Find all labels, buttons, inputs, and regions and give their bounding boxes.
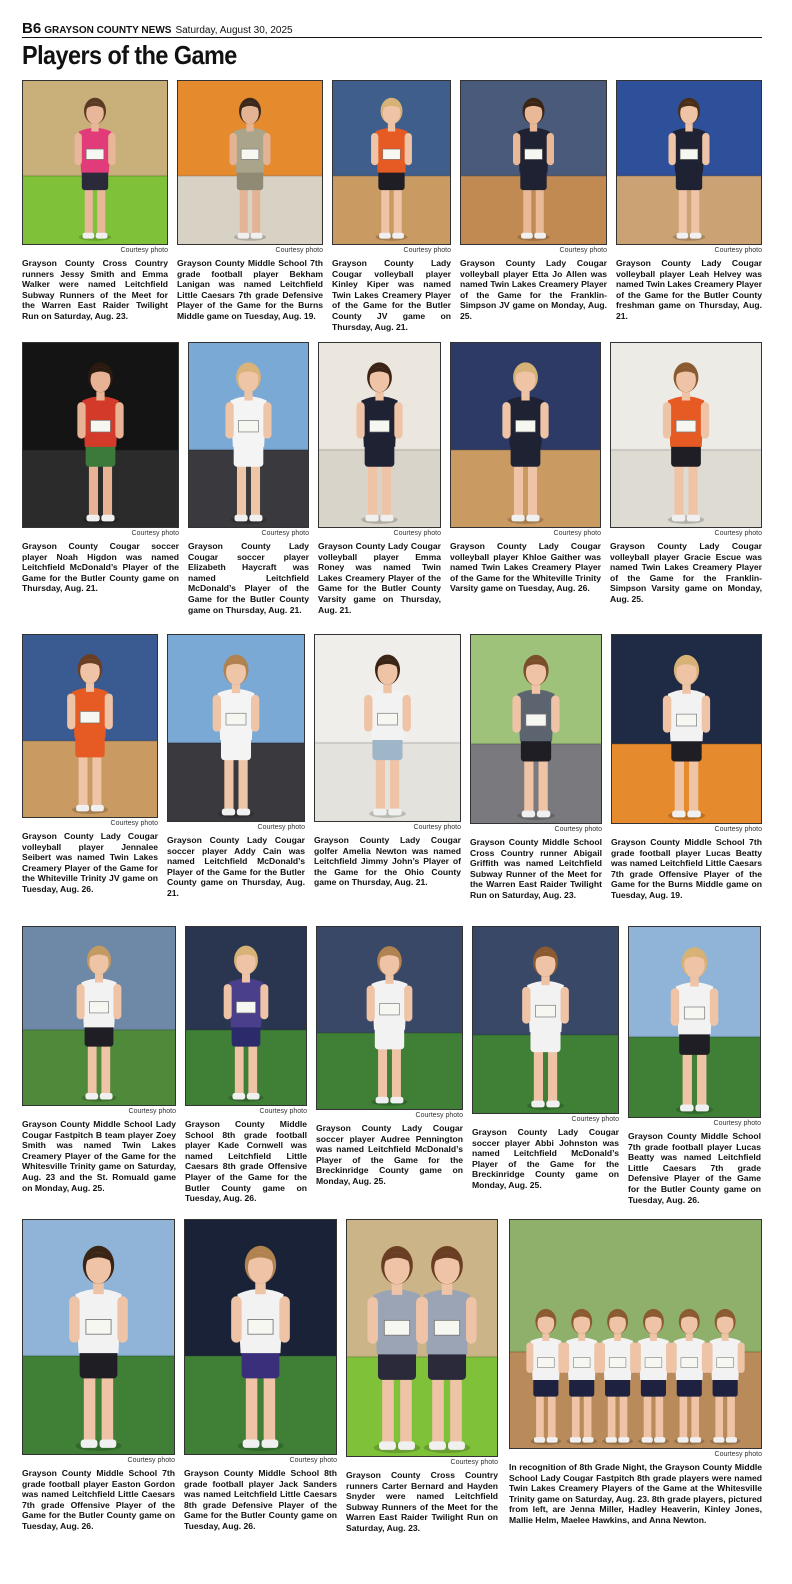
player-photo xyxy=(22,634,158,818)
photo-credit: Courtesy photo xyxy=(259,1108,307,1115)
photo-scene xyxy=(319,343,440,527)
photo-scene xyxy=(611,343,761,527)
player-photo xyxy=(188,342,309,528)
photo-caption: Grayson County Lady Cougar soccer player Abbi Johnston was named Leitchfield McDonald’s Player of the Game for the Breckinridge County game on Monday, Aug. 25. xyxy=(472,1127,619,1190)
photo-scene xyxy=(629,927,760,1117)
photo-caption: Grayson County Cross Country runners Carter Bernard and Hayden Snyder were named Leitchfield Subway Runners of the Meet for the Warren East Raider Twilight Run on Saturday, Aug. 23. xyxy=(346,1470,498,1533)
player-photo xyxy=(346,1219,498,1457)
photo-credit: Courtesy photo xyxy=(261,530,309,537)
photo-scene xyxy=(23,343,178,527)
photo-scene xyxy=(23,927,175,1105)
player-photo xyxy=(509,1219,762,1449)
player-photo xyxy=(472,926,619,1114)
photo-caption: Grayson County Cross Country runners Jessy Smith and Emma Walker were named Leitchfield Subway Runners of the Meet for the Warren East Raider Twilight Run on Saturday, Aug. 23. xyxy=(22,258,168,321)
player-photo xyxy=(167,634,305,822)
photo-scene xyxy=(23,1220,174,1454)
photo-credit: Courtesy photo xyxy=(275,247,323,254)
player-photo xyxy=(22,1219,175,1455)
photo-credit: Courtesy photo xyxy=(120,247,168,254)
page-title: Players of the Game xyxy=(22,40,237,70)
photo-caption: Grayson County Lady Cougar volleyball player Emma Roney was named Twin Lakes Creamery Player of the Game for the Butler County Varsity game on Thursday, Aug. 21. xyxy=(318,541,441,615)
photo-caption: Grayson County Middle School 8th grade football player Kade Cornwell was named Leitchfield Little Caesars 8th grade Offensive Player of the Game for the Butler County game on Tuesday, Aug. 26. xyxy=(185,1119,307,1204)
photo-scene xyxy=(186,927,306,1105)
photo-caption: Grayson County Lady Cougar volleyball player Khloe Gaither was named Twin Lakes Creamery Player of the Game for the Whiteville Trinity Varsity game on Tuesday, Aug. 26. xyxy=(450,541,601,594)
photo-credit: Courtesy photo xyxy=(554,826,602,833)
player-photo xyxy=(314,634,461,822)
photo-scene xyxy=(315,635,460,821)
photo-scene xyxy=(317,927,462,1109)
photo-credit: Courtesy photo xyxy=(450,1459,498,1466)
photo-scene xyxy=(471,635,601,823)
photo-caption: Grayson County Cougar soccer player Noah Higdon was named Leitchfield McDonald’s Player of the Game for the Butler County game on Thursday, Aug. 21. xyxy=(22,541,179,594)
photo-credit: Courtesy photo xyxy=(257,824,305,831)
issue-date: Saturday, August 30, 2025 xyxy=(175,25,293,36)
photo-caption: Grayson County Lady Cougar volleyball player Jennalee Seibert was named Twin Lakes Creamery Player of the Game for the Whiteville Trinity JV game on Tuesday, Aug. 26. xyxy=(22,831,158,894)
photo-caption: Grayson County Middle School 7th grade football player Lucas Beatty was named Leitchfield Little Caesars 7th grade Offensive Player of the Game for the Burns Middle game on Tuesday, Aug. 19. xyxy=(611,837,762,900)
player-photo xyxy=(470,634,602,824)
photo-caption: Grayson County Middle School 7th grade football player Lucas Beatty was named Leitchfield Little Caesars 7th grade Defensive Player of the Game for the Butler County game on Tuesday, Aug. 26. xyxy=(628,1131,761,1205)
player-photo xyxy=(185,926,307,1106)
photo-credit: Courtesy photo xyxy=(714,1451,762,1458)
photo-caption: Grayson County Middle School 7th grade football player Bekham Lanigan was named Leitchfield Little Caesars 7th grade Defensive Player of the Game for the Burns Middle game on Tuesday, Aug. 19. xyxy=(177,258,323,321)
player-photo xyxy=(318,342,441,528)
photo-scene xyxy=(23,81,167,244)
photo-caption: Grayson County Lady Cougar soccer player Audree Pennington was named Leitchfield McDonald’s Player of the Game for the Breckinridge County game on Monday, Aug. 25. xyxy=(316,1123,463,1186)
photo-credit: Courtesy photo xyxy=(714,247,762,254)
player-photo xyxy=(22,926,176,1106)
photo-credit: Courtesy photo xyxy=(571,1116,619,1123)
photo-credit: Courtesy photo xyxy=(415,1112,463,1119)
photo-credit: Courtesy photo xyxy=(289,1457,337,1464)
photo-caption: Grayson County Lady Cougar volleyball player Leah Helvey was named Twin Lakes Creamery Player of the Game for the Butler County freshman game on Thursday, Aug. 21. xyxy=(616,258,763,321)
player-photo xyxy=(610,342,762,528)
photo-credit: Courtesy photo xyxy=(127,1457,175,1464)
photo-scene xyxy=(510,1220,761,1448)
page-header xyxy=(22,20,762,38)
photo-scene xyxy=(185,1220,336,1454)
photo-caption: Grayson County Middle School 7th grade football player Easton Gordon was named Leitchfield Little Caesars 7th grade Offensive Player of the Game for the Butler County game on Tuesday, Aug. 26. xyxy=(22,1468,175,1531)
page-number: B6 xyxy=(22,20,42,37)
photo-caption: In recognition of 8th Grade Night, the Grayson County Middle School Lady Cougar Fastpitch 8th grade players were named Twin Lakes Creamery Players of the Game at the Whitesville Trinity game on Saturday, Aug. 23. 8th grade players, pictured from left, are Jenna Miller, Hadley Heaverin, Kinley Jones, Mallie Helm, Maelee Hawkins, and Anna Newton. xyxy=(509,1462,762,1525)
photo-scene xyxy=(451,343,600,527)
photo-credit: Courtesy photo xyxy=(413,824,461,831)
photo-caption: Grayson County Middle School Lady Cougar Fastpitch B team player Zoey Smith was named Twin Lakes Creamery Player of the Game for the Whitesville Trinity game on Saturday, Aug. 23 and the St. Romuald game on Monday, Aug. 25. xyxy=(22,1119,176,1193)
player-photo xyxy=(177,80,323,245)
photo-credit: Courtesy photo xyxy=(403,247,451,254)
photo-scene xyxy=(617,81,761,244)
photo-scene xyxy=(461,81,606,244)
photo-caption: Grayson County Lady Cougar volleyball player Kinley Kiper was named Twin Lakes Creamery Player of the Game for the Butler County JV game on Thursday, Aug. 21. xyxy=(332,258,451,332)
photo-credit: Courtesy photo xyxy=(393,530,441,537)
photo-caption: Grayson County Lady Cougar soccer player Elizabeth Haycraft was named Leitchfield McDonald’s Player of the Game for the Butler County game on Thursday, Aug. 21. xyxy=(188,541,309,615)
photo-caption: Grayson County Lady Cougar soccer player Addy Cain was named Leitchfield McDonald’s Player of the Game for the Butler County game on Thursday, Aug. 21. xyxy=(167,835,305,898)
photo-credit: Courtesy photo xyxy=(553,530,601,537)
newspaper-name: GRAYSON COUNTY NEWS xyxy=(44,25,172,36)
player-photo xyxy=(450,342,601,528)
photo-caption: Grayson County Lady Cougar volleyball player Etta Jo Allen was named Twin Lakes Creamery Player of the Game for the Franklin-Simpson JV game on Monday, Aug. 25. xyxy=(460,258,607,321)
photo-caption: Grayson County Lady Cougar golfer Amelia Newton was named Leitchfield Jimmy John’s Player of the Game for the Ohio County game on Thursday, Aug. 21. xyxy=(314,835,461,888)
player-photo xyxy=(184,1219,337,1455)
player-photo xyxy=(616,80,762,245)
player-photo xyxy=(460,80,607,245)
photo-scene xyxy=(473,927,618,1113)
player-photo xyxy=(332,80,451,245)
photo-credit: Courtesy photo xyxy=(110,820,158,827)
player-photo xyxy=(22,342,179,528)
photo-scene xyxy=(189,343,308,527)
photo-credit: Courtesy photo xyxy=(714,826,762,833)
photo-credit: Courtesy photo xyxy=(128,1108,176,1115)
player-photo xyxy=(628,926,761,1118)
photo-caption: Grayson County Middle School 8th grade football player Jack Sanders was named Leitchfield Little Caesars 8th grade Defensive Player of the Game for the Butler County game on Tuesday, Aug. 26. xyxy=(184,1468,337,1531)
photo-scene xyxy=(347,1220,497,1456)
photo-scene xyxy=(178,81,322,244)
photo-caption: Grayson County Middle School Cross Country runner Abigail Griffith was named Leitchfield Subway Runner of the Meet for the Warren East Raider Twilight Run on Saturday, Aug. 23. xyxy=(470,837,602,900)
photo-credit: Courtesy photo xyxy=(714,530,762,537)
player-photo xyxy=(22,80,168,245)
photo-scene xyxy=(612,635,761,823)
photo-caption: Grayson County Lady Cougar volleyball player Gracie Escue was named Twin Lakes Creamery Player of the Game for the Franklin-Simpson Varsity game on Monday, Aug. 25. xyxy=(610,541,762,604)
player-photo xyxy=(611,634,762,824)
photo-credit: Courtesy photo xyxy=(559,247,607,254)
photo-scene xyxy=(168,635,304,821)
player-photo xyxy=(316,926,463,1110)
photo-scene xyxy=(23,635,157,817)
photo-scene xyxy=(333,81,450,244)
photo-credit: Courtesy photo xyxy=(131,530,179,537)
photo-credit: Courtesy photo xyxy=(713,1120,761,1127)
